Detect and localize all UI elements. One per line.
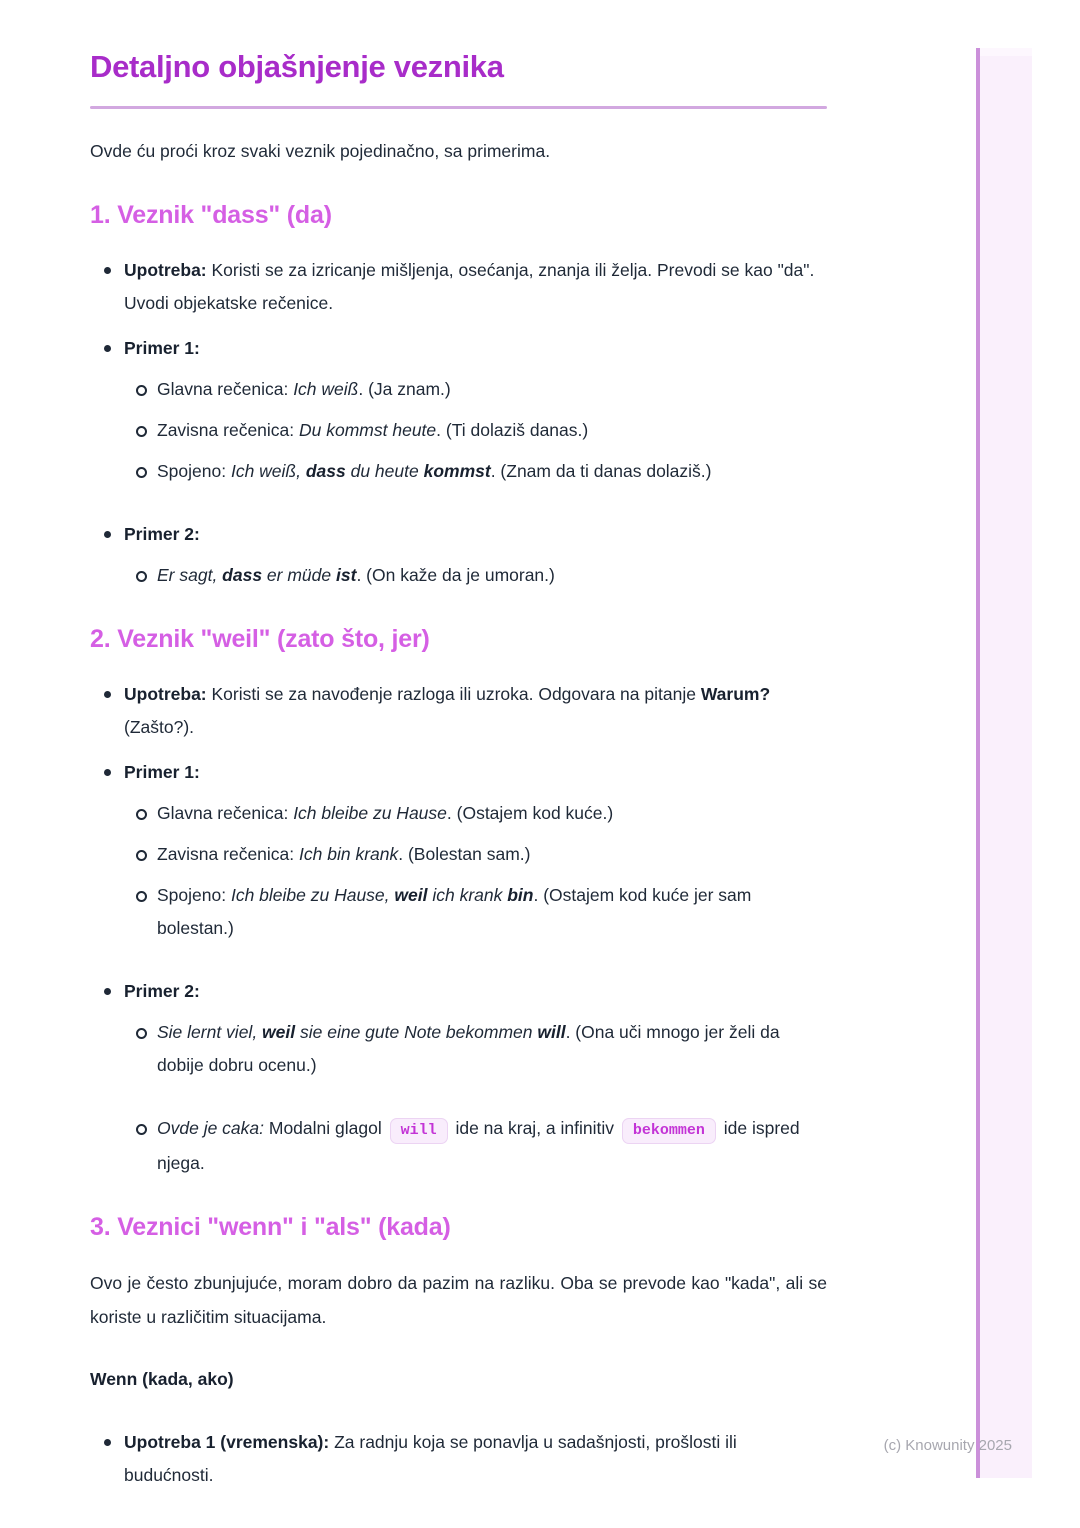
list-item <box>90 756 827 789</box>
text-segment: Ich bleibe zu Hause <box>293 803 447 823</box>
text-segment: ide ispred njega. <box>157 1118 800 1173</box>
text-segment: Ovde je caka: <box>157 1118 264 1138</box>
text-segment: Ovo je često zbunjujuće, moram dobro da pazim na razliku. Oba se prevode kao "kada", ali se koriste u različitim situacijama. <box>90 1273 827 1327</box>
bullet-dot-icon <box>104 345 111 352</box>
text-segment: Upotreba: <box>124 260 207 280</box>
text-segment: Wenn (kada, ako) <box>90 1369 234 1389</box>
text-segment: Koristi se za izricanje mišljenja, osećanja, znanja ili želja. Prevodi se kao "da". Uvodi objekatske rečenice. <box>124 260 815 313</box>
bullet-dot-icon <box>104 1439 111 1446</box>
section <box>90 624 827 1180</box>
text-segment: Sie lernt viel, <box>157 1022 263 1042</box>
text-segment: Spojeno: <box>157 461 231 481</box>
intro-paragraph: Ovde ću proći kroz svaki veznik pojedinačno, sa primerima. <box>90 141 551 161</box>
text-segment: Ich bleibe zu Hause, <box>230 885 395 905</box>
section <box>90 200 827 592</box>
text-segment: . (Ostajem kod kuće.) <box>446 803 614 823</box>
text-segment: weil <box>394 885 428 905</box>
text-segment: Ich bin krank <box>299 844 399 864</box>
text-segment: Glavna rečenica: <box>157 379 294 399</box>
section-body <box>90 1266 827 1492</box>
inline-code: bekommen <box>622 1118 716 1144</box>
sub-list-item <box>90 559 827 592</box>
bullet-circle-icon <box>136 385 147 396</box>
text-segment: . (Znam da ti danas dolaziš.) <box>490 461 712 481</box>
bullet-dot-icon <box>104 988 111 995</box>
sub-list-item <box>90 414 827 447</box>
text-segment: ide na kraj, a infinitiv <box>450 1118 619 1138</box>
text-segment: . (Ja znam.) <box>358 379 451 399</box>
text-segment: Er sagt, <box>157 565 223 585</box>
text-segment: Primer 1: <box>124 338 200 358</box>
footer-credit: (c) Knowunity 2025 <box>883 1437 1012 1454</box>
text-segment: ich krank <box>427 885 508 905</box>
text-segment: Ich weiß, <box>230 461 306 481</box>
text-segment: Primer 1: <box>124 762 200 782</box>
text-segment: Ich weiß <box>293 379 359 399</box>
text-segment: Zavisna rečenica: <box>157 420 300 440</box>
page-title: Detaljno objašnjenje veznika <box>90 49 504 84</box>
title-underline <box>90 106 827 109</box>
list-item <box>90 678 827 744</box>
sub-list-item <box>90 1016 827 1082</box>
list-item <box>90 332 827 365</box>
paragraph <box>90 1266 827 1334</box>
text-segment: Upotreba: <box>124 684 207 704</box>
text-segment: Spojeno: <box>157 885 231 905</box>
bullet-circle-icon <box>136 426 147 437</box>
list-item <box>90 1426 827 1492</box>
section-body <box>90 254 827 592</box>
bullet-circle-icon <box>136 891 147 902</box>
bullet-circle-icon <box>136 809 147 820</box>
text-segment: Primer 2: <box>124 981 200 1001</box>
section-heading: 2. Veznik "weil" (zato što, jer) <box>90 625 430 653</box>
document-content <box>90 48 827 1492</box>
text-segment: Modalni glagol <box>264 1118 387 1138</box>
sections <box>90 200 827 1492</box>
inline-code: will <box>390 1118 448 1144</box>
paragraph <box>90 1362 827 1396</box>
text-segment: will <box>537 1022 566 1042</box>
sub-list-item <box>90 879 827 945</box>
text-segment: . (Ona uči mnogo jer želi da dobije dobru ocenu.) <box>157 1022 780 1075</box>
bullet-dot-icon <box>104 267 111 274</box>
sub-list-item <box>90 455 827 488</box>
text-segment: er müde <box>262 565 336 585</box>
text-segment: Warum? <box>700 684 771 704</box>
text-segment: dass <box>305 461 346 481</box>
text-segment: (Zašto?). <box>124 717 195 737</box>
text-segment: kommst <box>423 461 491 481</box>
list-item <box>90 254 827 320</box>
bullet-circle-icon <box>136 467 147 478</box>
text-segment: ist <box>336 565 357 585</box>
text-segment: dass <box>222 565 263 585</box>
text-segment: . (On kaže da je umoran.) <box>356 565 555 585</box>
bullet-dot-icon <box>104 691 111 698</box>
sub-list-item <box>90 373 827 406</box>
text-segment: Upotreba 1 (vremenska): <box>124 1432 330 1452</box>
sub-list-item <box>90 838 827 871</box>
text-segment: . (Bolestan sam.) <box>398 844 531 864</box>
bullet-circle-icon <box>136 1028 147 1039</box>
bullet-dot-icon <box>104 769 111 776</box>
text-segment: weil <box>262 1022 296 1042</box>
section-heading: 1. Veznik "dass" (da) <box>90 201 332 229</box>
bullet-circle-icon <box>136 1124 147 1135</box>
text-segment: Primer 2: <box>124 524 200 544</box>
bullet-circle-icon <box>136 850 147 861</box>
section-body <box>90 678 827 1180</box>
text-segment: Glavna rečenica: <box>157 803 294 823</box>
bullet-dot-icon <box>104 531 111 538</box>
text-segment: bin <box>507 885 534 905</box>
text-segment: Zavisna rečenica: <box>157 844 300 864</box>
section <box>90 1212 827 1492</box>
bullet-circle-icon <box>136 571 147 582</box>
text-segment: Koristi se za navođenje razloga ili uzroka. Odgovara na pitanje <box>206 684 701 704</box>
text-segment: Du kommst heute <box>299 420 437 440</box>
list-item <box>90 518 827 551</box>
list-item <box>90 975 827 1008</box>
sub-list-item <box>90 1112 827 1180</box>
text-segment: Za radnju koja se ponavlja u sadašnjosti, prošlosti ili budućnosti. <box>124 1432 737 1485</box>
section-heading: 3. Veznici "wenn" i "als" (kada) <box>90 1213 451 1241</box>
side-accent-strip <box>976 48 1032 1478</box>
text-segment: . (Ostajem kod kuće jer sam bolestan.) <box>157 885 752 938</box>
text-segment: du heute <box>345 461 424 481</box>
text-segment: sie eine gute Note bekommen <box>295 1022 538 1042</box>
sub-list-item <box>90 797 827 830</box>
text-segment: . (Ti dolaziš danas.) <box>436 420 589 440</box>
